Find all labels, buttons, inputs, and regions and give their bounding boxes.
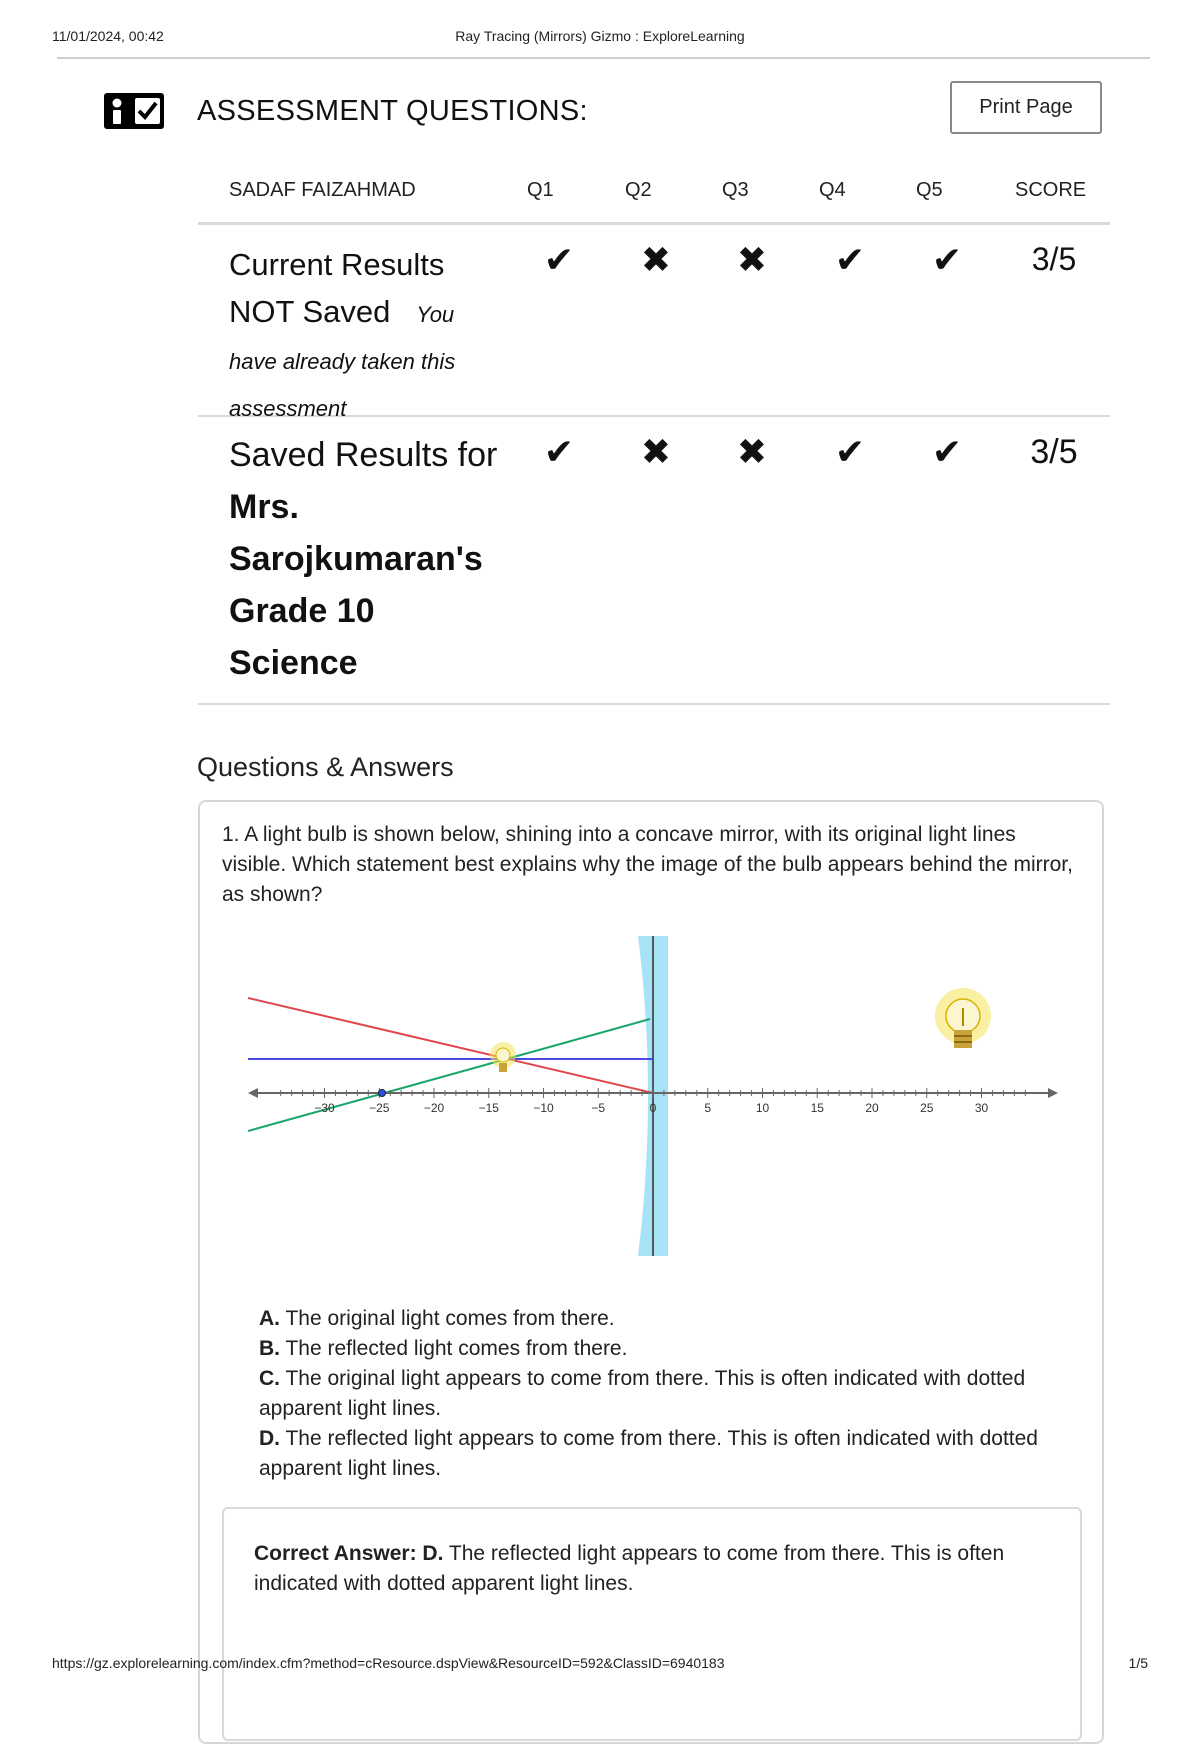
saved-score: 3/5 xyxy=(1030,433,1078,471)
current-score: 3/5 xyxy=(1031,241,1077,277)
axis-tick-label: −20 xyxy=(423,1101,445,1115)
saved-q4-check-icon: ✔ xyxy=(834,432,866,473)
option-b: B. The reflected light comes from there. xyxy=(259,1337,628,1360)
axis-tick-label: 10 xyxy=(755,1101,770,1115)
current-results-note: You have already taken this assessment xyxy=(229,302,456,421)
axis-tick-label: 25 xyxy=(920,1101,934,1115)
saved-q1-check-icon: ✔ xyxy=(543,432,575,473)
image-bulb-icon xyxy=(490,1042,516,1072)
page-url: https://gz.explorelearning.com/index.cfm?method=cResource.dspView&ResourceID=592&ClassID=6940183 xyxy=(52,1655,725,1671)
student-name: SADAF FAIZAHMAD xyxy=(229,179,416,201)
option-a: A. The original light comes from there. xyxy=(259,1307,615,1330)
col-q3: Q3 xyxy=(722,179,749,201)
option-d: D. The reflected light appears to come from there. This is often indicated with dotted apparent light lines. xyxy=(259,1427,1038,1480)
axis-tick-label: −25 xyxy=(369,1101,390,1115)
axis-tick-label: −10 xyxy=(533,1101,554,1115)
current-q2-cross-icon: ✖ xyxy=(640,240,672,281)
saved-q5-check-icon: ✔ xyxy=(931,432,963,473)
page-number: 1/5 xyxy=(1128,1655,1148,1671)
axis-arrow-left xyxy=(248,1088,258,1098)
object-bulb-icon xyxy=(935,988,991,1048)
axis-tick-labels xyxy=(314,1101,988,1115)
axis-tick-label: 0 xyxy=(649,1101,657,1115)
axis-tick-label: 30 xyxy=(974,1101,989,1115)
answer-options xyxy=(254,1304,1054,1484)
axis-arrow-right xyxy=(1048,1088,1058,1098)
axis-tick-label: −5 xyxy=(591,1101,606,1115)
print-page-title: Ray Tracing (Mirrors) Gizmo : ExploreLearning xyxy=(455,28,745,44)
results-table xyxy=(198,165,1110,705)
col-q2: Q2 xyxy=(625,179,652,201)
current-q5-check-icon: ✔ xyxy=(931,240,963,281)
current-results-label: Current Results NOT Saved You have already taken this assessment xyxy=(229,247,456,421)
green-ray xyxy=(248,1019,650,1131)
results-table-header xyxy=(198,165,1110,225)
focal-point xyxy=(379,1090,386,1097)
print-page-button[interactable]: Print Page xyxy=(950,81,1102,134)
correct-answer: Correct Answer: D. The reflected light appears to come from there. This is often indicated with dotted apparent light lines. xyxy=(254,1542,1005,1595)
axis-tick-label: 15 xyxy=(810,1101,824,1115)
question-card xyxy=(198,800,1104,1744)
pdf-print-header xyxy=(52,28,1148,50)
saved-q2-cross-icon: ✖ xyxy=(640,432,672,473)
option-c: C. The original light appears to come from there. This is often indicated with dotted apparent light lines. xyxy=(259,1367,1026,1420)
col-q1: Q1 xyxy=(527,179,554,201)
current-q4-check-icon: ✔ xyxy=(834,240,866,281)
assessment-checklist-icon xyxy=(104,93,164,129)
axis-tick-label: 20 xyxy=(865,1101,879,1115)
header-divider xyxy=(57,57,1150,59)
axis-tick-label: −15 xyxy=(478,1101,499,1115)
ray-diagram xyxy=(248,936,1058,1256)
col-score: SCORE xyxy=(1015,179,1087,201)
saved-results-row xyxy=(198,417,1110,705)
class-name: Mrs. Sarojkumaran's Grade 10 Science xyxy=(229,488,483,682)
question-text: 1. A light bulb is shown below, shining into a concave mirror, with its original light lines visible. Which statement best explains why the image of the bulb appears behind the mirror, as shown? xyxy=(222,823,1073,906)
red-ray xyxy=(248,998,653,1093)
current-results-row xyxy=(198,225,1110,421)
axis-tick-label: 5 xyxy=(704,1101,712,1115)
current-q1-check-icon: ✔ xyxy=(543,240,575,281)
assessment-title: ASSESSMENT QUESTIONS: xyxy=(197,95,588,127)
correct-answer-box xyxy=(222,1507,1082,1741)
print-date: 11/01/2024, 00:42 xyxy=(52,28,164,44)
current-q3-cross-icon: ✖ xyxy=(736,240,768,281)
questions-answers-title: Questions & Answers xyxy=(197,752,454,782)
axis-tick-label: −30 xyxy=(314,1101,335,1115)
saved-results-label: Saved Results for Mrs. Sarojkumaran's Grade 10 Science xyxy=(229,436,498,682)
saved-q3-cross-icon: ✖ xyxy=(736,432,768,473)
col-q4: Q4 xyxy=(819,179,846,201)
col-q5: Q5 xyxy=(916,179,943,201)
